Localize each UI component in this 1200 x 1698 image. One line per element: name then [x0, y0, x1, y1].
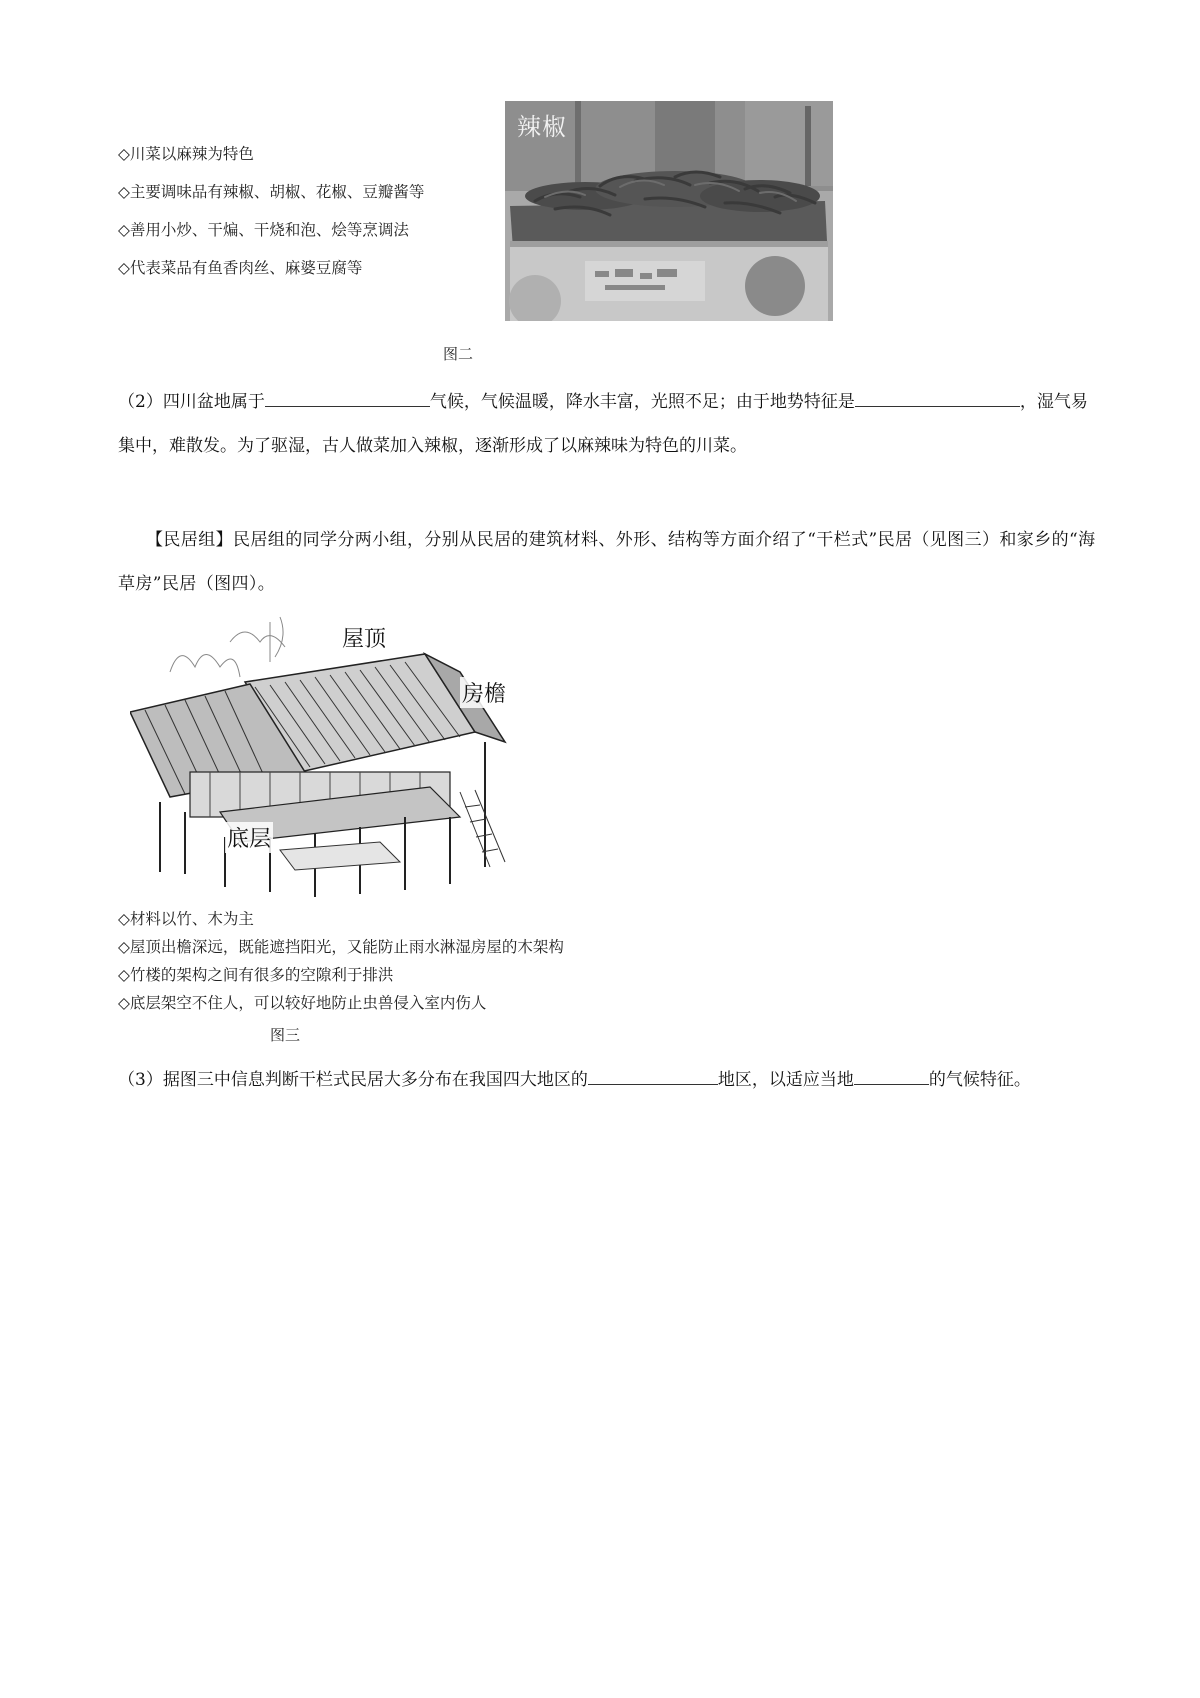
- question-2-middle: 气候，气候温暖，降水丰富，光照不足；由于地势特征是: [429, 392, 855, 412]
- question-3: [118, 1058, 1098, 1102]
- question-3-prefix: （3）据图三中信息判断干栏式民居大多分布在我国四大地区的: [118, 1070, 588, 1090]
- answer-blank-2[interactable]: [855, 386, 1020, 407]
- answer-blank-4[interactable]: [854, 1064, 929, 1085]
- question-3-middle: 地区，以适应当地: [717, 1070, 854, 1090]
- eaves-label: 房檐: [460, 677, 508, 708]
- ground-floor-label: 底层: [225, 822, 273, 853]
- figure2-item: ◇川菜以麻辣为特色: [118, 145, 254, 163]
- stilt-house-illustration: [130, 612, 550, 902]
- question-2-prefix: （2）四川盆地属于: [118, 392, 265, 412]
- chili-photo: [505, 101, 833, 321]
- figure3-item: ◇材料以竹、木为主: [118, 910, 254, 928]
- figure3-caption: 图三: [270, 1026, 301, 1044]
- stilt-house-drawing: [130, 612, 550, 902]
- roof-label: 屋顶: [340, 622, 388, 653]
- figure2-item: ◇主要调味品有辣椒、胡椒、花椒、豆瓣酱等: [118, 183, 425, 201]
- housing-group-paragraph: 【民居组】民居组的同学分两小组，分别从民居的建筑材料、外形、结构等方面介绍了“干栏式”民居（见图三）和家乡的“海草房”民居（图四）。: [118, 530, 1096, 594]
- figure2-caption: 图二: [443, 345, 474, 363]
- answer-blank-1[interactable]: [265, 386, 430, 407]
- question-2: [118, 380, 1098, 468]
- figure3-item: ◇屋顶出檐深远，既能遮挡阳光，又能防止雨水淋湿房屋的木架构: [118, 938, 564, 956]
- figure2-item: ◇代表菜品有鱼香肉丝、麻婆豆腐等: [118, 259, 363, 277]
- figure2-info-list: [118, 135, 458, 287]
- question-3-suffix: 的气候特征。: [928, 1070, 1031, 1090]
- answer-blank-3[interactable]: [588, 1064, 718, 1085]
- figure2-item: ◇善用小炒、干煸、干烧和泡、烩等烹调法: [118, 221, 409, 239]
- figure3-item: ◇竹楼的架构之间有很多的空隙利于排洪: [118, 966, 394, 984]
- photo-label: 辣椒: [517, 113, 567, 141]
- question-2-suffix: ，湿气易集中，难散发。为了驱湿，古人做菜加入辣椒，逐渐形成了以麻辣味为特色的川菜。: [118, 392, 1088, 456]
- figure3-info-list: [118, 905, 638, 1017]
- figure3-item: ◇底层架空不住人，可以较好地防止虫兽侵入室内伤人: [118, 994, 487, 1012]
